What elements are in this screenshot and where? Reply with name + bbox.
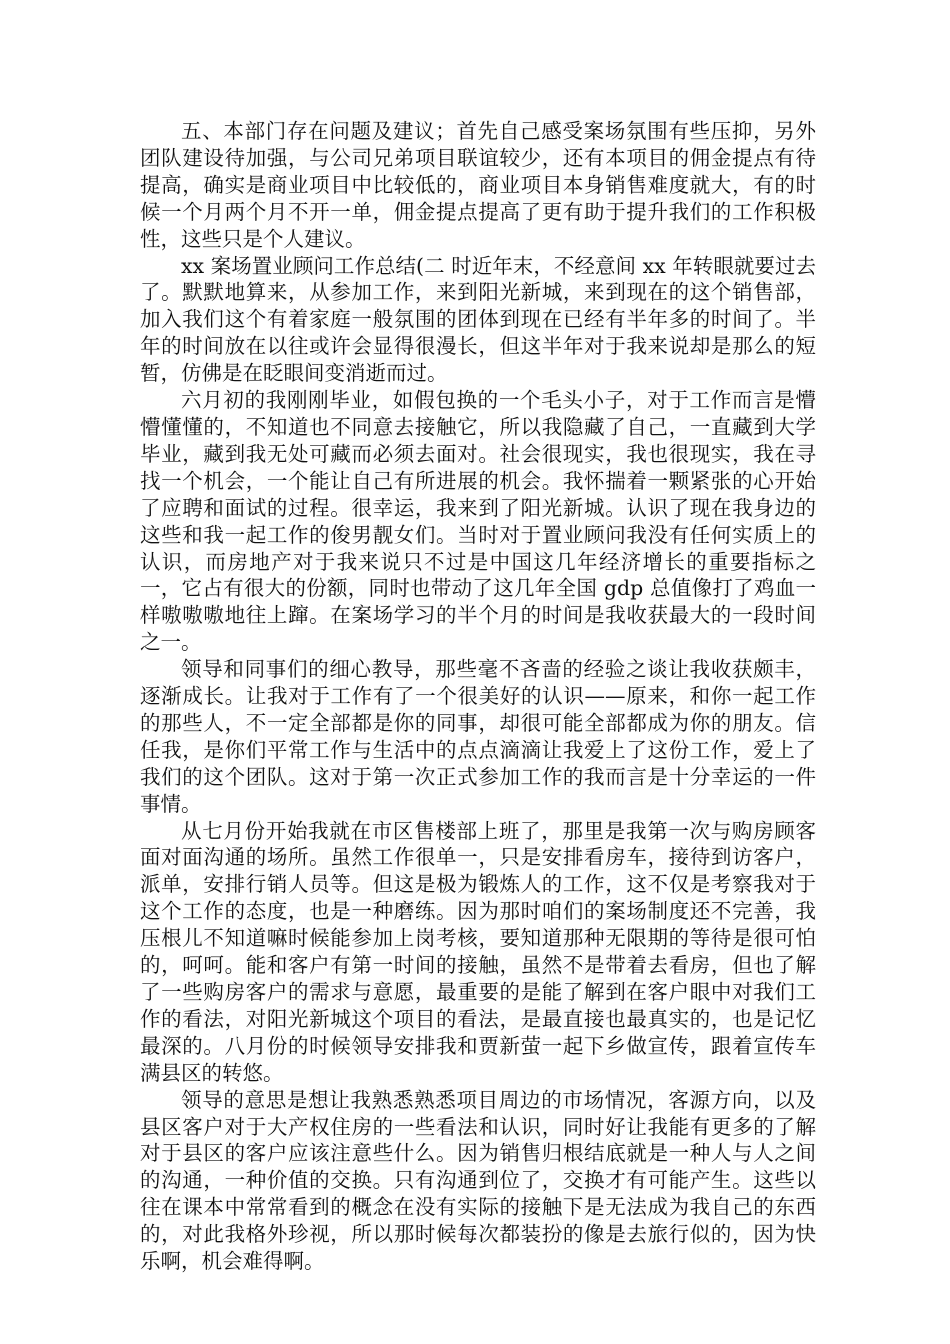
paragraph-county-market: 领导的意思是想让我熟悉熟悉项目周边的市场情况，客源方向，以及县区客户对于大产权住房的一些看法和认识，同时好让我能有更多的了解对于县区的客户应该注意些什么。因为销售归根结底就是一种人与人之间的沟通，一种价值的交换。只有沟通到位了，交换才有可能产生。这些以往在课本中常常看到的概念在没有实际的接触下是无法成为我自己的东西的，对此我格外珍视，所以那时候每次都装扮的像是去旅行似的，因为快乐啊，机会难得啊。 [140, 1087, 816, 1274]
paragraph-colleagues: 领导和同事们的细心教导，那些毫不吝啬的经验之谈让我收获颇丰，逐渐成长。让我对于工作有了一个很美好的认识——原来，和你一起工作的那些人，不一定全部都是你的同事，却很可能全部都成为你的朋友。信任我，是你们平常工作与生活中的点点滴滴让我爱上了这份工作，爱上了我们的这个团队。这对于第一次正式参加工作的我而言是十分幸运的一件事情。 [140, 657, 816, 816]
paragraph-july-sales-office: 从七月份开始我就在市区售楼部上班了，那里是我第一次与购房顾客面对面沟通的场所。虽然工作很单一，只是安排看房车，接待到访客户，派单，安排行销人员等。但这是极为锻炼人的工作，这不仅是考察我对于这个工作的态度，也是一种磨练。因为那时咱们的案场制度还不完善，我压根儿不知道嘛时候能参加上岗考核，要知道那种无限期的等待是很可怕的，呵呵。能和客户有第一时间的接触，虽然不是带着去看房，但也了解了一些购房客户的需求与意愿，最重要的是能了解到在客户眼中对我们工作的看法，对阳光新城这个项目的看法，是最直接也最真实的，也是记忆最深的。八月份的时候领导安排我和贾新萤一起下乡做宣传，跟着宣传车满县区的转悠。 [140, 818, 816, 1085]
paragraph-summary-intro: xx 案场置业顾问工作总结(二 时近年末，不经意间 xx 年转眼就要过去了。默默地算来，从参加工作，来到阳光新城，来到现在的这个销售部，加入我们这个有着家庭一般氛围的团体到现在已经有半年多的时间了。半年的时间放在以往或许会显得很漫长，但这半年对于我来说却是那么的短暂，仿佛是在眨眼间变消逝而过。 [140, 253, 816, 386]
document-body [140, 118, 816, 1275]
paragraph-june-graduation: 六月初的我刚刚毕业，如假包换的一个毛头小子，对于工作而言是懵懵懂懂的，不知道也不同意去接触它，所以我隐藏了自己，一直藏到大学毕业，藏到我无处可藏而必须去面对。社会很现实，我也很现实，我在寻找一个机会，一个能让自己有所进展的机会。我怀揣着一颗紧张的心开始了应聘和面试的过程。很幸运，我来到了阳光新城。认识了现在我身边的这些和我一起工作的俊男靓女们。当时对于置业顾问我没有任何实质上的认识，而房地产对于我来说只不过是中国这几年经济增长的重要指标之一，它占有很大的份额，同时也带动了这几年全国 gdp 总值像打了鸡血一样嗷嗷嗷地往上蹿。在案场学习的半个月的时间是我收获最大的一段时间之一。 [140, 388, 816, 655]
paragraph-suggestions: 五、本部门存在问题及建议；首先自己感受案场氛围有些压抑，另外团队建设待加强，与公司兄弟项目联谊较少，还有本项目的佣金提点有待提高，确实是商业项目中比较低的，商业项目本身销售难度就大，有的时候一个月两个月不开一单，佣金提点提高了更有助于提升我们的工作积极性，这些只是个人建议。 [140, 119, 816, 251]
